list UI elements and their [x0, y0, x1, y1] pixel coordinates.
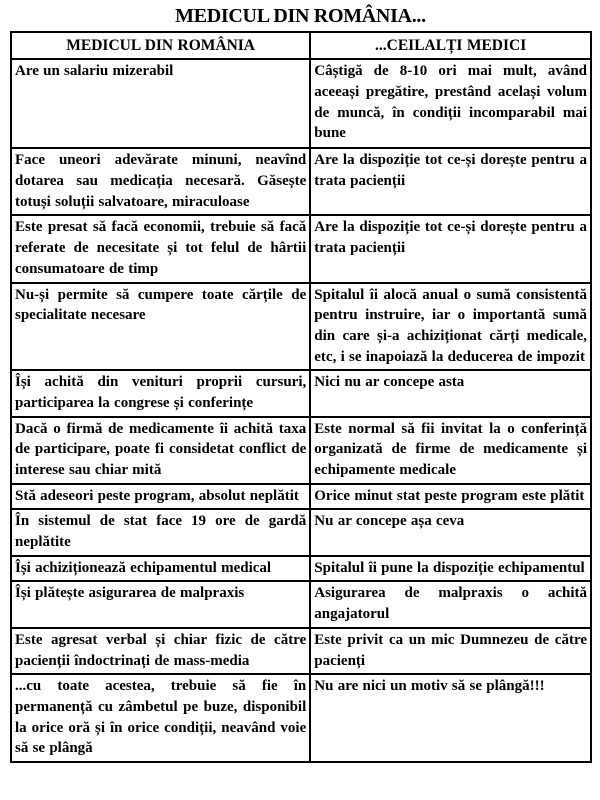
table-row: [11, 417, 591, 484]
cell-romania: Este presat să facă economii, trebuie să facă referate de necesitate și tot felul de hârtii consumatoare de timp: [11, 215, 310, 282]
header-row: [11, 32, 591, 59]
cell-romania: Stă adeseori peste program, absolut neplătit: [11, 484, 310, 510]
table-row: [11, 581, 591, 627]
cell-romania: ...cu toate acestea, trebuie să fie în permanență cu zâmbetul pe buze, disponibil la orice oră și în orice condiții, neavând voie să se plângă: [11, 674, 310, 762]
cell-romania: Își achită din venituri proprii cursuri, participarea la congrese și conferințe: [11, 370, 310, 416]
cell-other: Nici nu ar concepe asta: [310, 370, 591, 416]
comparison-table: [10, 31, 592, 763]
cell-other: Orice minut stat peste program este plătit: [310, 484, 591, 510]
table-row: [11, 283, 591, 371]
cell-other: Are la dispoziție tot ce-și dorește pentru a trata pacienții: [310, 148, 591, 215]
cell-romania: În sistemul de stat face 19 ore de gardă neplătite: [11, 509, 310, 555]
table-row: [11, 556, 591, 582]
table-row: [11, 370, 591, 416]
table-row: [11, 59, 591, 148]
table-row: [11, 215, 591, 282]
cell-romania: Este agresat verbal și chiar fizic de către pacienții îndoctrinați de mass-media: [11, 628, 310, 674]
table-row: [11, 484, 591, 510]
cell-other: Nu are nici un motiv să se plângă!!!: [310, 674, 591, 762]
cell-romania: Face uneori adevărate minuni, neavînd dotarea sau medicația necesară. Găsește totuși soluții salvatoare, miraculoase: [11, 148, 310, 215]
column-header-romania: MEDICUL DIN ROMÂNIA: [11, 32, 310, 59]
table-row: [11, 674, 591, 762]
cell-romania: Are un salariu mizerabil: [11, 59, 310, 148]
cell-romania: Își plătește asigurarea de malpraxis: [11, 581, 310, 627]
cell-other: Are la dispoziție tot ce-și dorește pentru a trata pacienții: [310, 215, 591, 282]
cell-romania: Nu-și permite să cumpere toate cărțile de specialitate necesare: [11, 283, 310, 371]
cell-romania: Își achiziționează echipamentul medical: [11, 556, 310, 582]
table-row: [11, 148, 591, 215]
table-row: [11, 509, 591, 555]
cell-other: Este normal să fii invitat la o conferință organizată de firme de medicamente și echipamente medicale: [310, 417, 591, 484]
column-header-other-doctors: ...CEILALȚI MEDICI: [310, 32, 591, 59]
table-row: [11, 628, 591, 674]
cell-other: Spitalul îi pune la dispoziție echipamentul: [310, 556, 591, 582]
cell-other: Spitalul îi alocă anual o sumă consistentă pentru instruire, iar o importantă sumă din care și-a achiziționat cărți medicale, etc, i se inapoiază la deducerea de impozit: [310, 283, 591, 371]
cell-other: Asigurarea de malpraxis o achită angajatorul: [310, 581, 591, 627]
cell-romania: Dacă o firmă de medicamente îi achită taxa de participare, poate fi considetat conflict de interese sau chiar mită: [11, 417, 310, 484]
cell-other: Nu ar concepe așa ceva: [310, 509, 591, 555]
page-title: MEDICUL DIN ROMÂNIA...: [175, 5, 426, 27]
cell-other: Câștigă de 8-10 ori mai mult, având aceeași pregătire, prestând același volum de muncă, în condiții incomparabil mai bune: [310, 59, 591, 148]
cell-other: Este privit ca un mic Dumnezeu de către pacienți: [310, 628, 591, 674]
